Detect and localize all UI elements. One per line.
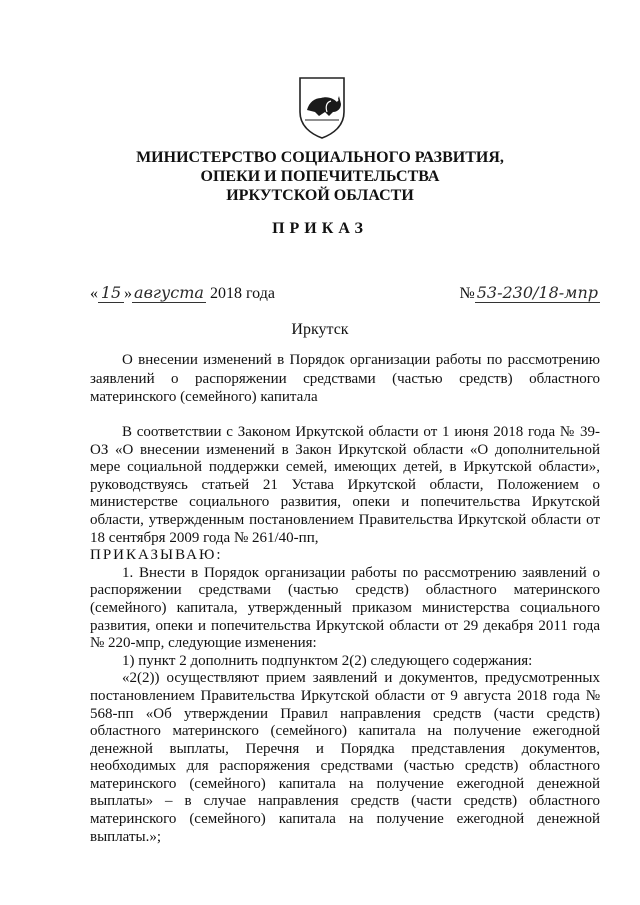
order-date [90,283,275,303]
coat-of-arms-icon [297,76,347,140]
header-line-3: ИРКУТСКОЙ ОБЛАСТИ [226,187,414,204]
order-word: ПРИКАЗЫВАЮ: [90,547,223,564]
ministry-header [0,148,640,205]
quote-paragraph: «2(2)) осуществляют прием заявлений и документов, предусмотренных постановлением Правительства Иркутской области от 9 августа 2018 года № 568-пп «Об утверждении Правил направления средств (части средств) областного материнского (семейного) капитала на получение ежегодной денежной выплаты, Перечня и Порядка представления документов, необходимых для распоряжения средствами (частью средств) областного материнского (семейного) капитала на получение ежегодной денежной выплаты» – в случае направления средств (части средств) областного материнского (семейного) капитала на получение ежегодной денежной выплаты.»; [90,670,600,845]
number-prefix: № [459,285,475,302]
header-line-2: ОПЕКИ И ПОПЕЧИТЕЛЬСТВА [200,168,440,185]
date-year: 2018 года [210,285,275,302]
order-subject: О внесении изменений в Порядок организации работы по рассмотрению заявлений о распоряжении средствами (частью средств) областного материнского (семейного) капитала [90,352,600,405]
number-value: 53-230/18-мпр [476,283,598,302]
order-number [459,283,600,303]
header-line-1: МИНИСТЕРСТВО СОЦИАЛЬНОГО РАЗВИТИЯ, [136,149,504,166]
order-title: ПРИКАЗ [272,220,368,237]
city: Иркутск [291,321,349,338]
date-day: 15 [98,283,124,303]
date-close-quote: » [124,285,132,302]
date-open-quote: « [90,285,98,302]
date-number-row [90,279,600,309]
item-1-paragraph: 1. Внести в Порядок организации работы по рассмотрению заявлений о распоряжении средствами (частью средств) областного материнского (семейного) капитала, утвержденный приказом министерства социального развития, опеки и попечительства Иркутской области от 29 декабря 2011 года № 220-мпр, следующие изменения: [90,564,600,652]
preamble-paragraph: В соответствии с Законом Иркутской области от 1 июня 2018 года № 39-ОЗ «О внесении изменений в Закон Иркутской области «О дополнительной мере социальной поддержки семей, имеющих детей, в Иркутской области», руководствуясь статьей 21 Устава Иркутской области, Положением о министерстве социального развития, опеки и попечительства Иркутской области, утвержденным постановлением Правительства Иркутской области от 18 сентября 2009 года № 261/40-пп, [90,424,600,546]
date-month: августа [132,283,206,303]
subitem-1-paragraph: 1) пункт 2 дополнить подпунктом 2(2) следующего содержания: [122,652,533,669]
order-body [90,424,600,846]
